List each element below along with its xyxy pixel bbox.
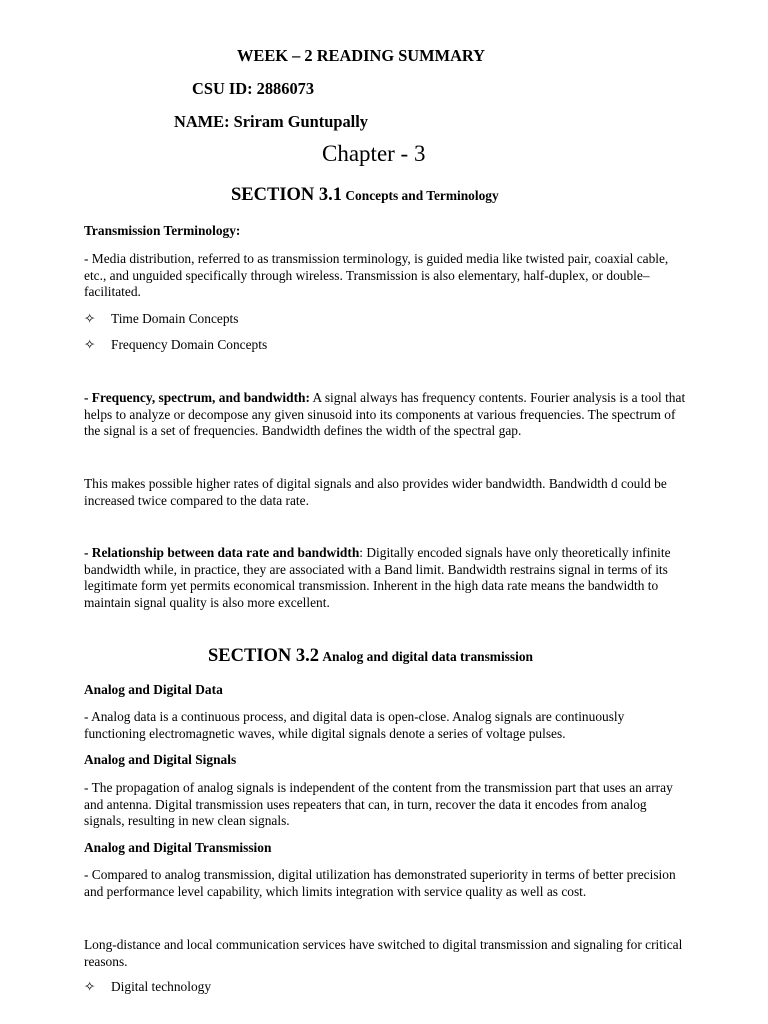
chapter-title: Chapter - 3 [322,141,426,166]
section-number: SECTION 3.2 [208,646,320,666]
paragraph-body: : Digitally encoded signals have only theoretically infinite bandwidth while, in practice, they are associated with a Band limit. Bandwidth restrains signal in terms of its legitimate form yet permits economical transmission. Inherent in the high data rate means the bandwidth to maintain signal quality is also more excellent. [84,545,671,610]
section-3-1-heading [231,187,499,205]
bullet-label: Time Domain Concepts [111,311,239,326]
section-title: Concepts and Terminology [345,188,499,203]
subheading-analog-digital-transmission: Analog and Digital Transmission [84,840,272,855]
summary-title: WEEK – 2 READING SUMMARY [237,46,486,65]
bullet-item [84,337,267,354]
paragraph-body: A signal always has frequency contents. Fourier analysis is a tool that helps to analyze or decompose any given sinusoid into its components at various frequencies. The spectrum of the signal is a set of frequencies. Bandwidth defines the width of the spectral gap. [84,390,686,439]
section-3-2-heading [208,648,533,666]
paragraph: - Analog data is a continuous process, and digital data is open-close. Analog signals are continuously functioning electromagnetic waves, while digital signals denote a series of voltage pulses. [84,709,625,741]
paragraph: This makes possible higher rates of digital signals and also provides wider bandwidth. Bandwidth d could be increased twice compared to the data rate. [84,476,667,508]
paragraph-lead: - Relationship between data rate and bandwidth [84,545,360,560]
bullet-label: Digital technology [111,979,212,994]
bullet-star-icon: ✧ [84,979,96,994]
student-name: NAME: Sriram Guntupally [174,112,368,131]
csu-id: CSU ID: 2886073 [192,79,315,98]
bullet-label: Frequency Domain Concepts [111,337,268,352]
section-title: Analog and digital data transmission [322,649,533,664]
paragraph: - Compared to analog transmission, digital utilization has demonstrated superiority in terms of better precision and performance level capability, which limits integration with service quality as well as cost. [84,867,676,899]
paragraph-lead: - Frequency, spectrum, and bandwidth: [84,390,310,405]
paragraph: - The propagation of analog signals is independent of the content from the transmission part that uses an array and antenna. Digital transmission uses repeaters that can, in turn, recover the data it encodes from analog signals, resulting in new clean signals. [84,780,673,829]
paragraph-data-rate-bandwidth [84,545,688,611]
paragraph: Long-distance and local communication services have switched to digital transmission and signaling for critical reasons. [84,937,683,969]
bullet-item [84,979,211,996]
bullet-star-icon: ✧ [84,311,96,326]
paragraph-frequency-spectrum [84,390,688,440]
subheading-transmission-terminology: Transmission Terminology: [84,223,241,238]
bullet-item [84,311,238,328]
paragraph: - Media distribution, referred to as transmission terminology, is guided media like twisted pair, coaxial cable, etc., and unguided specifically through wireless. Transmission is also elementary, half-duplex, or double–facilitated. [84,251,669,300]
bullet-star-icon: ✧ [84,337,96,352]
subheading-analog-digital-data: Analog and Digital Data [84,682,223,697]
section-number: SECTION 3.1 [231,185,343,205]
subheading-analog-digital-signals: Analog and Digital Signals [84,752,237,767]
